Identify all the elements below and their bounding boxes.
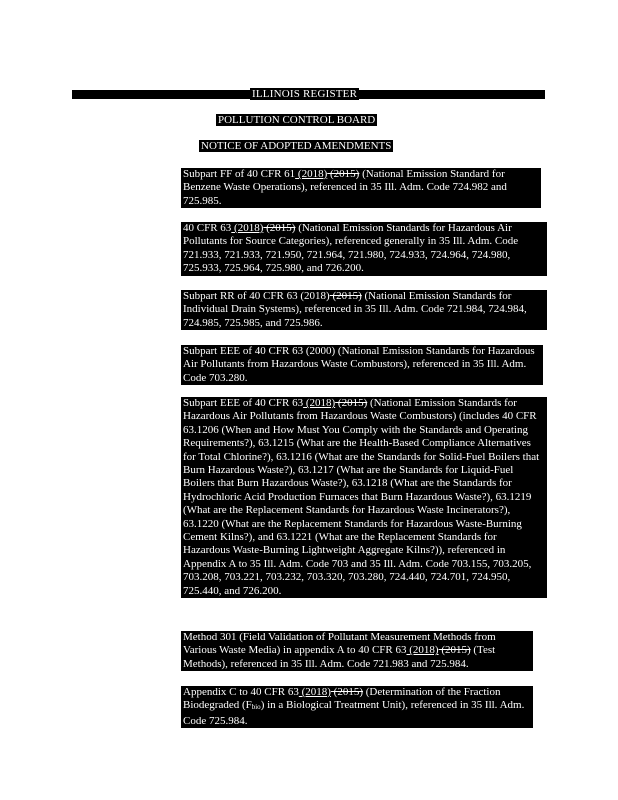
subscript-text: bio xyxy=(251,703,261,712)
deleted-text: (2015) xyxy=(330,686,363,698)
incorporation-entry: Subpart FF of 40 CFR 61 (2018) (2015) (National Emission Standard for Benzene Waste Operations), referenced in 35 Ill. Adm. Code 724.982 and 725.985. xyxy=(181,168,541,208)
deleted-text: (2015) xyxy=(329,290,362,302)
register-title: ILLINOIS REGISTER xyxy=(252,88,358,100)
inserted-text: (2018) xyxy=(231,222,264,234)
inserted-text: (2018) xyxy=(406,644,439,657)
notice-title: NOTICE OF ADOPTED AMENDMENTS xyxy=(201,140,392,152)
board-title: POLLUTION CONTROL BOARD xyxy=(218,114,376,126)
incorporation-entry: Subpart RR of 40 CFR 63 (2018) (2015) (National Emission Standards for Individual Drain Systems), referenced in 35 Ill. Adm. Code 721.984, 724.984, 724.985, 725.985, and 725.986. xyxy=(181,290,547,330)
inserted-text: (2018) xyxy=(303,397,336,409)
incorporation-entry: Subpart EEE of 40 CFR 63 (2000) (National Emission Standards for Hazardous Air Pollutants from Hazardous Waste Combustors), referenced in 35 Ill. Adm. Code 703.280. xyxy=(181,345,543,385)
inserted-text: (2018) xyxy=(298,686,331,698)
incorporation-entry: Appendix C to 40 CFR 63 (2018) (2015) (Determination of the Fraction Biodegraded (Fbio) in a Biological Treatment Unit), referenced in 35 Ill. Adm. Code 725.984. xyxy=(181,686,533,728)
deleted-text: (2015) xyxy=(327,168,360,180)
deleted-text: (2015) xyxy=(263,222,296,234)
incorporation-entry: 40 CFR 63 (2018) (2015) (National Emission Standards for Hazardous Air Pollutants for Source Categories), referenced generally in 35 Ill. Adm. Code 721.933, 721.933, 721.950, 721.964, 721.980, 724.933, 724.964, 724.980, 725.933, 725.964, 725.980, and 726.200. xyxy=(181,222,547,276)
inserted-text: (2018) xyxy=(295,168,328,180)
incorporation-entry: Method 301 (Field Validation of Pollutant Measurement Methods from Various Waste Media) in appendix A to 40 CFR 63 (2018) (2015) (Test Methods), referenced in 35 Ill. Adm. Code 721.983 and 725.984. xyxy=(181,631,533,671)
incorporation-entry: Subpart EEE of 40 CFR 63 (2018) (2015) (National Emission Standards for Hazardous Air Pollutants from Hazardous Waste Combustors) (includes 40 CFR 63.1206 (When and How Must You Comply with the Standards and Operating Requirements?), 63.1215 (What are the Health-Based Compliance Alternatives for Total Chlorine?), 63.1216 (What are the Standards for Solid-Fuel Boilers that Burn Hazardous Waste?), 63.1217 (What are the Standards for Liquid-Fuel Boilers that Burn Hazardous Waste?), 63.1218 (What are the Standards for Hydrochloric Acid Production Furnaces that Burn Hazardous Waste?), 63.1219 (What are the Replacement Standards for Hazardous Waste Incinerators?), 63.1220 (What are the Replacement Standards for Hazardous Waste-Burning Cement Kilns?), and 63.1221 (What are the Replacement Standards for Hazardous Waste-Burning Lightweight Aggregate Kilns?)), referenced in Appendix A to 35 Ill. Adm. Code 703 and 35 Ill. Adm. Code 703.155, 703.205, 703.208, 703.221, 703.232, 703.320, 703.280, 724.440, 724.701, 724.950, 725.440, and 726.200. xyxy=(181,397,547,598)
deleted-text: (2015) xyxy=(335,397,368,409)
deleted-text: (2015) xyxy=(438,644,471,657)
